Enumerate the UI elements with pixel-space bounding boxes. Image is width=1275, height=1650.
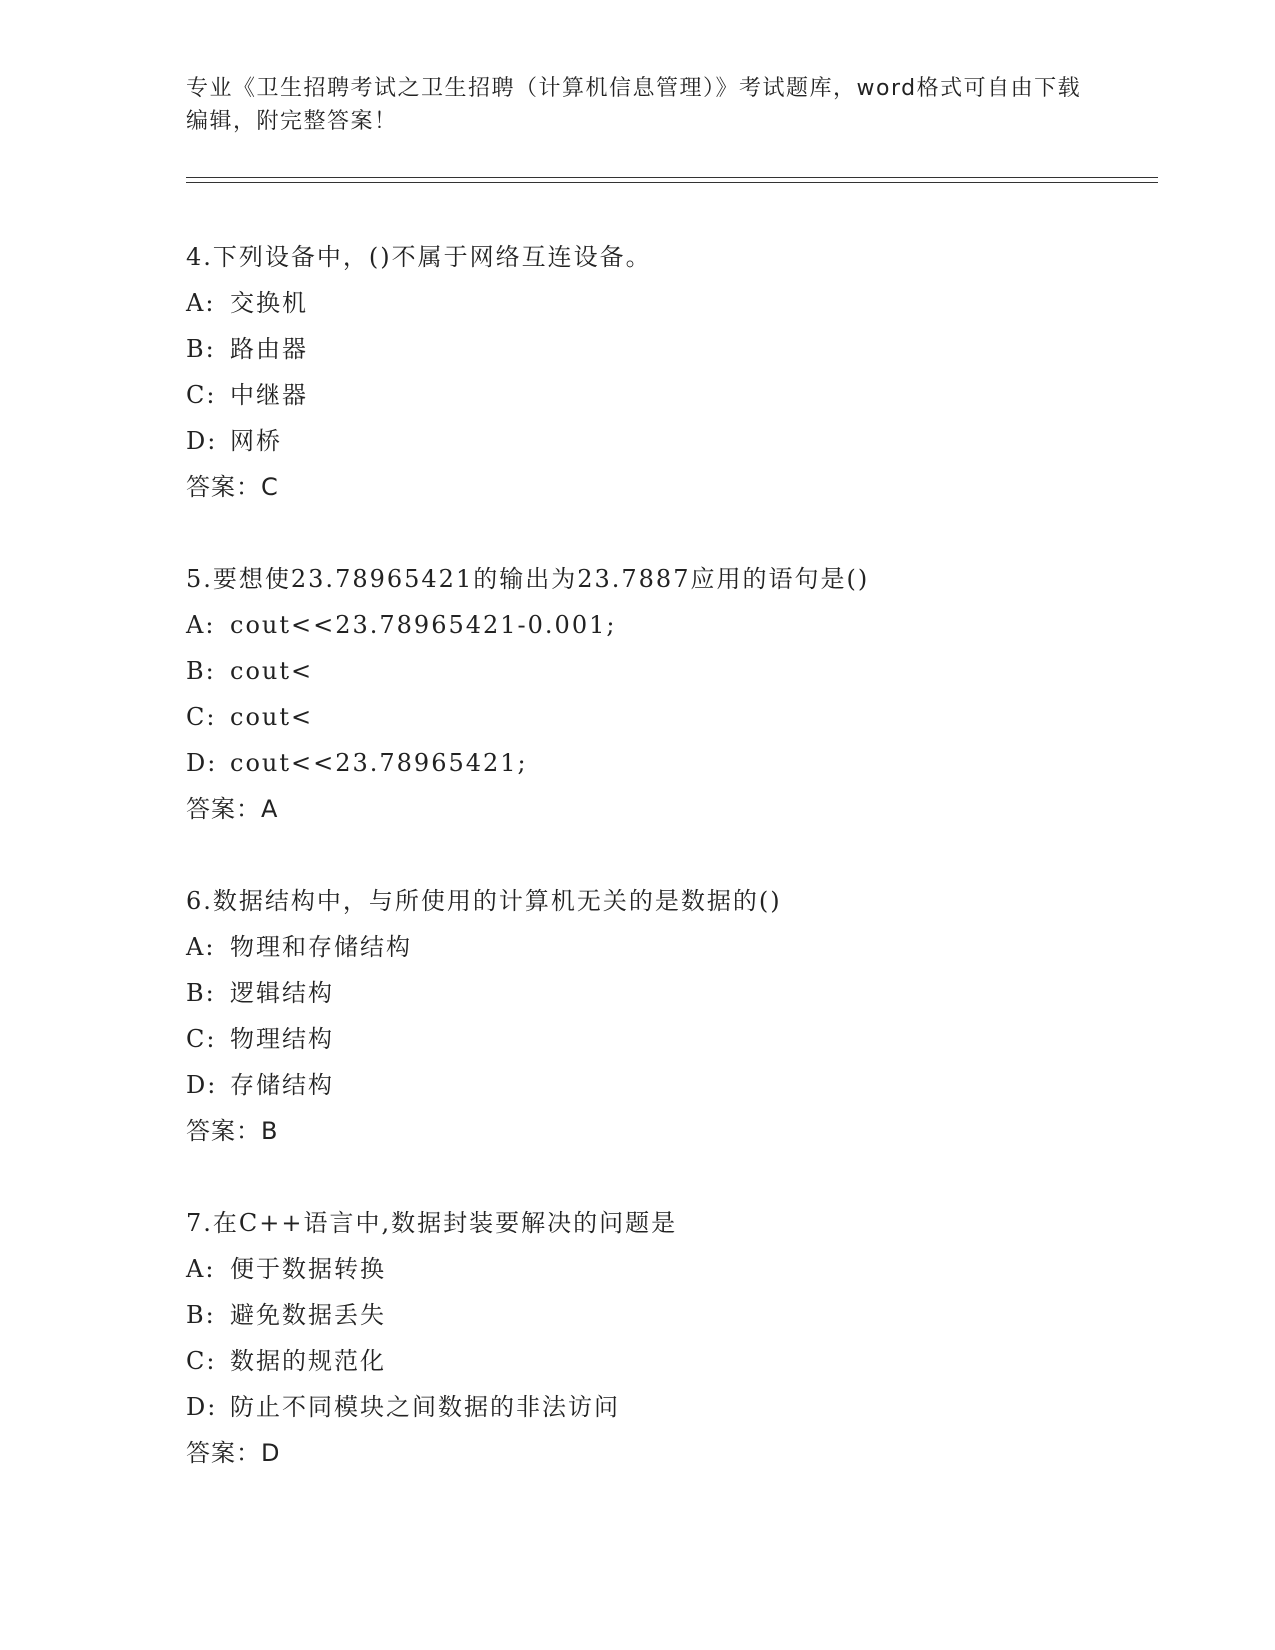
option-c xyxy=(186,372,1166,418)
header-divider-top xyxy=(186,177,1158,178)
option-text: 网桥 xyxy=(230,427,282,455)
option-letter: A: xyxy=(186,289,216,317)
answer-line: 答案：C xyxy=(186,473,279,501)
option-a xyxy=(186,924,1166,970)
option-b xyxy=(186,1292,1166,1338)
question-stem: 7.在C++语言中,数据封装要解决的问题是 xyxy=(186,1209,678,1237)
option-d xyxy=(186,740,1166,786)
option-d xyxy=(186,1062,1166,1108)
option-text: 交换机 xyxy=(230,289,308,317)
option-text: cout< xyxy=(230,703,314,731)
option-b xyxy=(186,326,1166,372)
option-letter: B: xyxy=(186,1301,216,1329)
option-text: 防止不同模块之间数据的非法访问 xyxy=(230,1393,620,1421)
question-stem: 5.要想使23.78965421的输出为23.7887应用的语句是() xyxy=(186,565,870,593)
option-text: 逻辑结构 xyxy=(230,979,334,1007)
option-c xyxy=(186,1016,1166,1062)
option-letter: D: xyxy=(186,749,218,777)
option-text: 便于数据转换 xyxy=(230,1255,386,1283)
option-text: 中继器 xyxy=(230,381,308,409)
option-text: cout< xyxy=(230,657,314,685)
option-text: 路由器 xyxy=(230,335,308,363)
option-letter: D: xyxy=(186,427,218,455)
option-text: cout<<23.78965421; xyxy=(230,749,528,777)
question-7 xyxy=(186,1200,1166,1476)
question-stem: 6.数据结构中，与所使用的计算机无关的是数据的() xyxy=(186,887,782,915)
answer-line: 答案：B xyxy=(186,1117,279,1145)
question-4 xyxy=(186,234,1166,510)
option-d xyxy=(186,418,1166,464)
option-text: 物理结构 xyxy=(230,1025,334,1053)
header-text: 专业《卫生招聘考试之卫生招聘（计算机信息管理）》考试题库，word格式可自由下载编辑，附完整答案！ xyxy=(186,76,1082,134)
option-letter: D: xyxy=(186,1393,218,1421)
option-letter: A: xyxy=(186,1255,216,1283)
option-b xyxy=(186,648,1166,694)
option-letter: C: xyxy=(186,1025,217,1053)
answer-line: 答案：A xyxy=(186,795,279,823)
option-c xyxy=(186,1338,1166,1384)
header-divider-bottom xyxy=(186,182,1158,183)
option-letter: A: xyxy=(186,611,216,639)
option-a xyxy=(186,602,1166,648)
option-letter: B: xyxy=(186,979,216,1007)
option-letter: A: xyxy=(186,933,216,961)
option-b xyxy=(186,970,1166,1016)
option-letter: B: xyxy=(186,335,216,363)
option-letter: C: xyxy=(186,381,217,409)
option-d xyxy=(186,1384,1166,1430)
option-text: 数据的规范化 xyxy=(230,1347,386,1375)
option-text: 避免数据丢失 xyxy=(230,1301,386,1329)
option-letter: D: xyxy=(186,1071,218,1099)
question-stem: 4.下列设备中，()不属于网络互连设备。 xyxy=(186,243,652,271)
question-6 xyxy=(186,878,1166,1154)
option-text: cout<<23.78965421-0.001; xyxy=(230,611,617,639)
option-letter: C: xyxy=(186,703,217,731)
option-letter: C: xyxy=(186,1347,217,1375)
option-a xyxy=(186,280,1166,326)
option-a xyxy=(186,1246,1166,1292)
question-5 xyxy=(186,556,1166,832)
option-text: 物理和存储结构 xyxy=(230,933,412,961)
document-header xyxy=(186,72,1086,138)
option-text: 存储结构 xyxy=(230,1071,334,1099)
option-c xyxy=(186,694,1166,740)
answer-line: 答案：D xyxy=(186,1439,281,1467)
option-letter: B: xyxy=(186,657,216,685)
